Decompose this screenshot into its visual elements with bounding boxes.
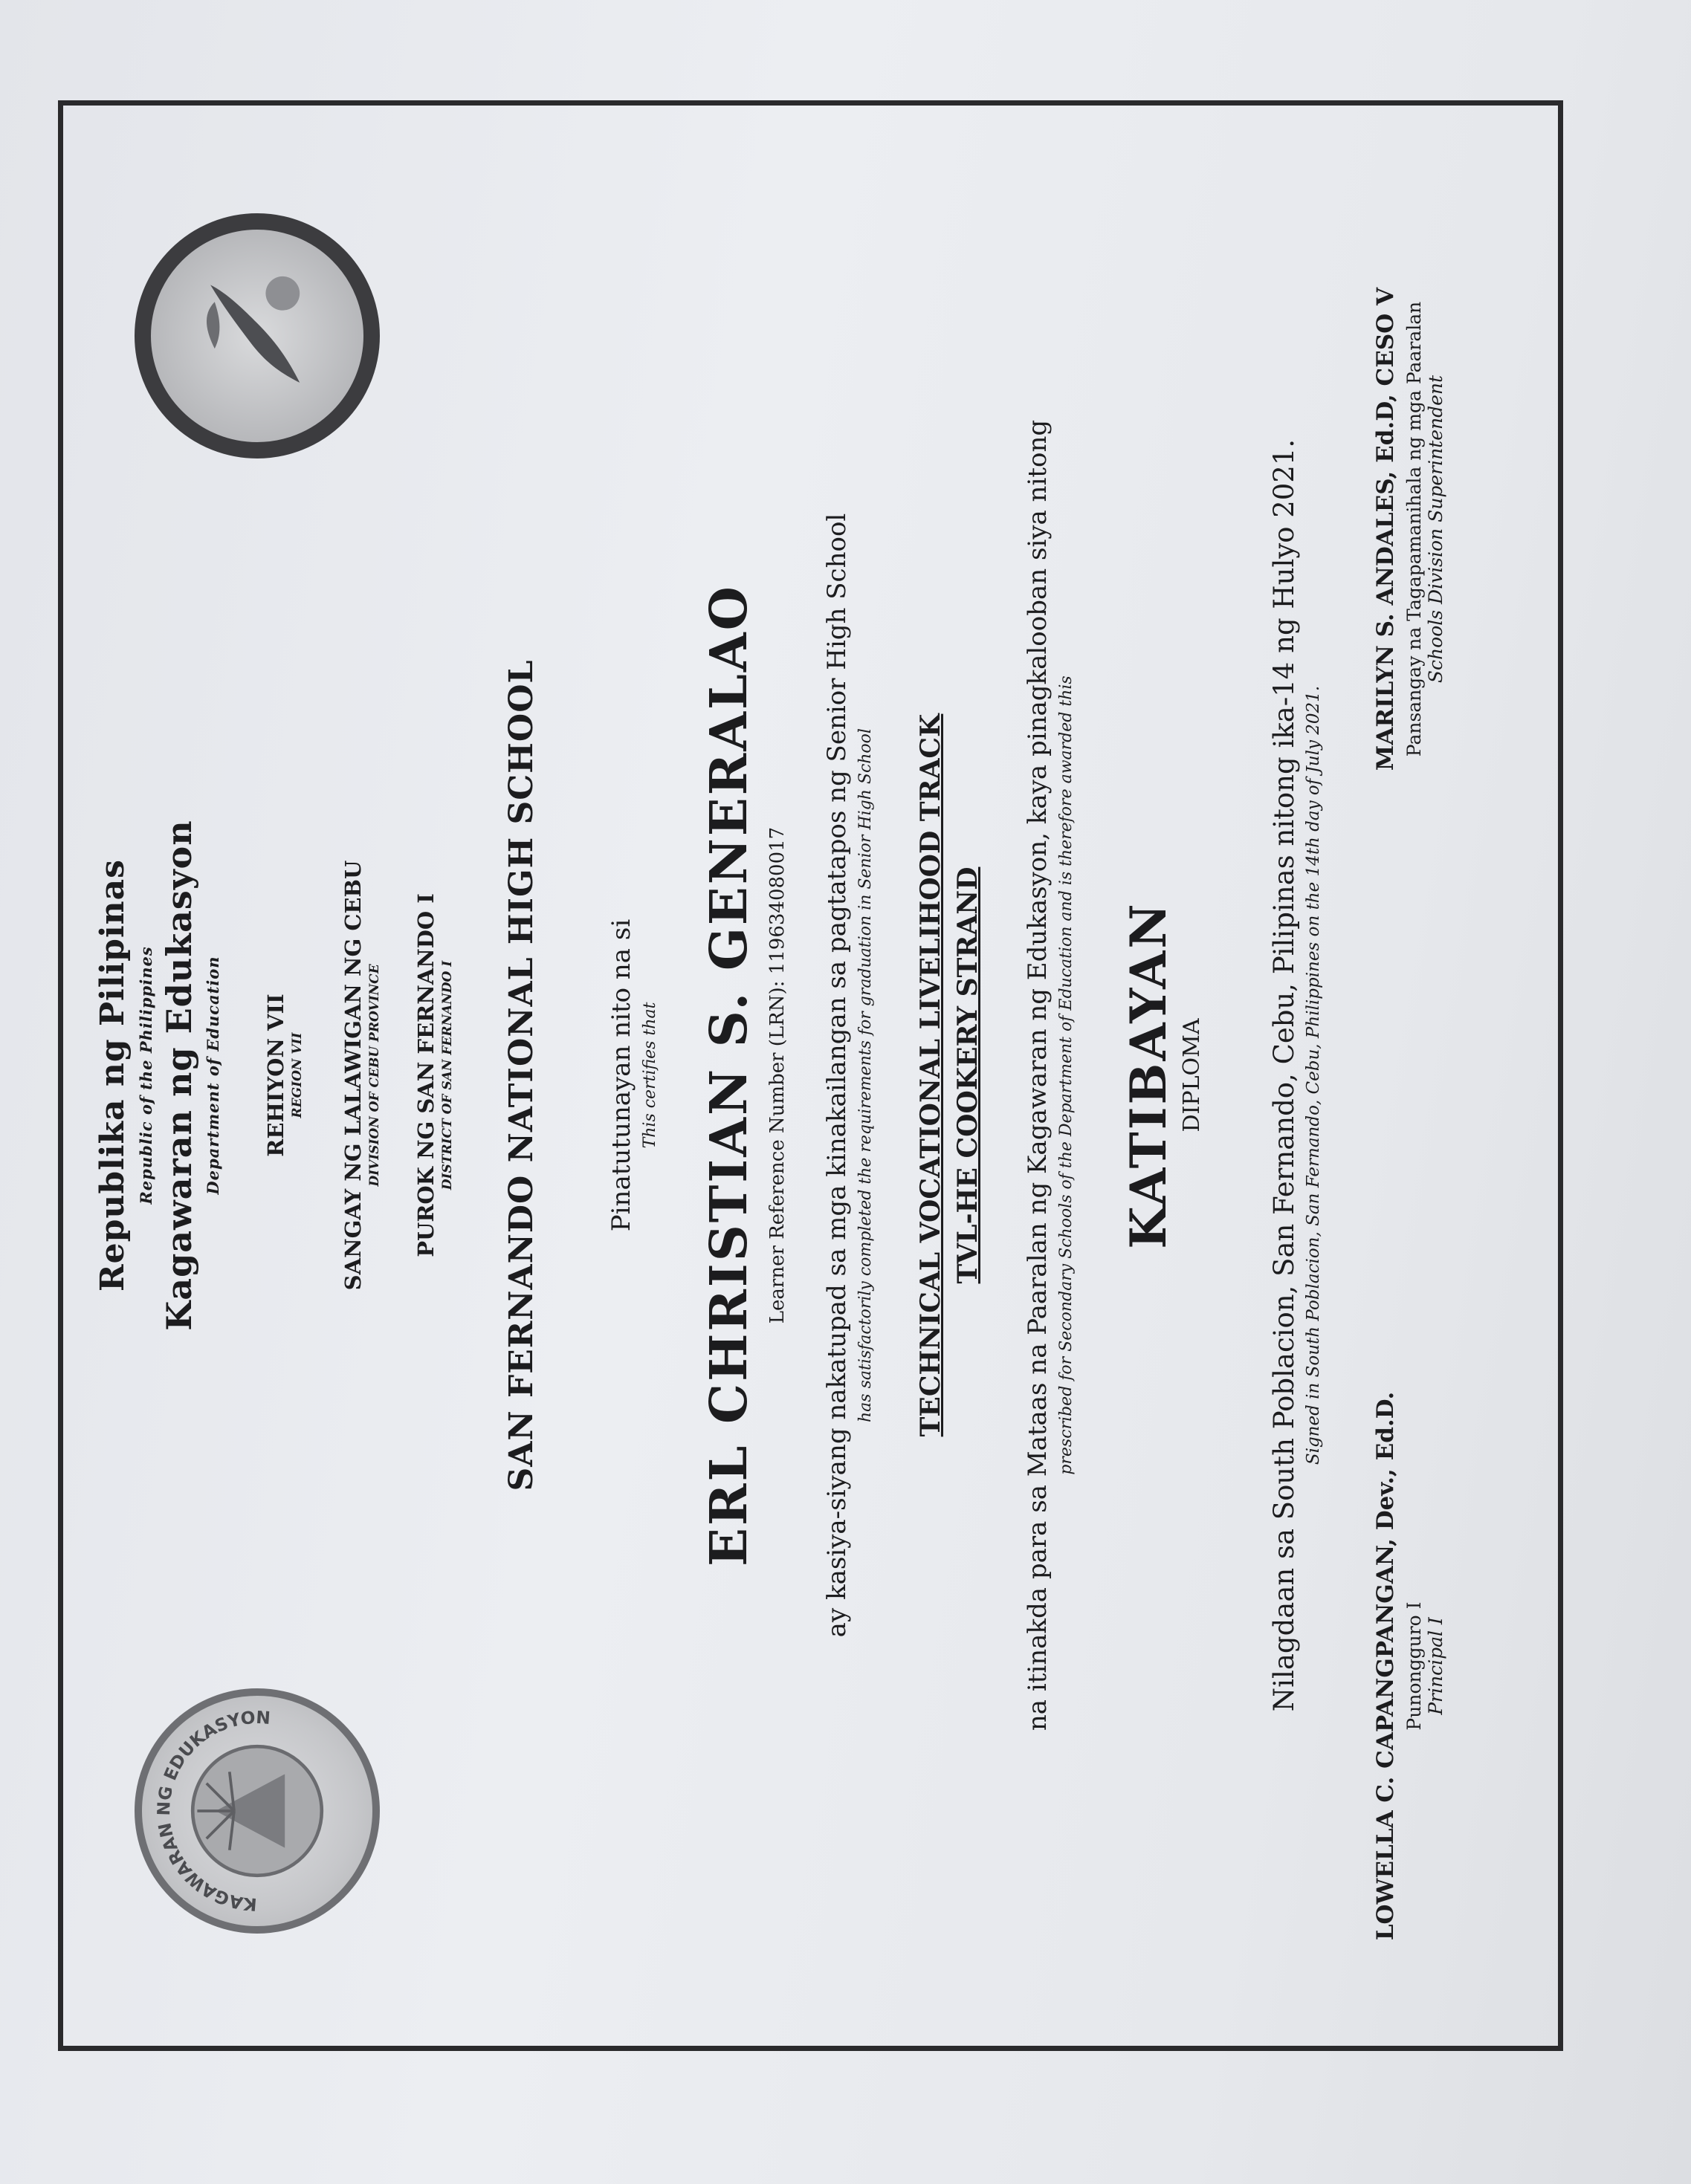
division-tl: SANGAY NG LALAWIGAN NG CEBU <box>340 860 366 1291</box>
right-signatory-title-en: Schools Division Superintendent <box>1425 375 1446 684</box>
right-signatory-title-tl: Pansangay na Tagapamanihala ng mga Paaralan <box>1403 301 1425 757</box>
division-en: DIVISION OF CEBU PROVINCE <box>367 964 382 1187</box>
certifies-tl: Pinatutunayan nito na si <box>607 918 636 1232</box>
district-en: DISTRICT OF SAN FERNANDO I <box>440 960 455 1190</box>
right-signatory <box>1372 187 1446 871</box>
student-lrn: Learner Reference Number (LRN): 119634080017 <box>766 826 789 1324</box>
district-tl: PUROK NG SAN FERNANDO I <box>413 893 439 1257</box>
certifies-en: This certifies that <box>641 1002 659 1149</box>
school-name: SAN FERNANDO NATIONAL HIGH SCHOOL <box>502 659 540 1491</box>
seal-ring-text: KAGAWARAN NG EDUKASYON <box>153 1707 271 1915</box>
award-title: KATIBAYAN <box>1119 901 1177 1249</box>
student-name: ERL CHRISTIAN S. GENERALAO <box>699 584 759 1566</box>
strand: TVL-HE COOKERY STRAND <box>952 866 983 1284</box>
region-en: REGION VII <box>290 1032 305 1118</box>
republic-tl: Republika ng Pilipinas <box>94 859 132 1292</box>
department-en: Department of Education <box>204 956 222 1195</box>
track: TECHNICAL VOCATIONAL LIVELIHOOD TRACK <box>915 713 946 1437</box>
completion-en: has satisfactorily completed the requirements for graduation in Senior High School <box>856 728 875 1422</box>
department-tl: Kagawaran ng Edukasyon <box>159 820 199 1331</box>
signed-tl: Nilagdaan sa South Poblacion, San Fernando, Cebu, Pilipinas nitong ika-14 ng Hulyo 2021. <box>1268 438 1300 1712</box>
left-signatory-title-en: Principal I <box>1425 1617 1446 1715</box>
completion-tl: ay kasiya-siyang nakatupad sa mga kinakailangan sa pagtatapos ng Senior High School <box>822 513 852 1638</box>
republic-en: Republic of the Philippines <box>137 946 155 1205</box>
award-subtitle: DIPLOMA <box>1179 1018 1205 1132</box>
prescribed-en: prescribed for Secondary Schools of the Department of Education and is therefore awarded this <box>1057 675 1076 1475</box>
left-signatory <box>1372 1332 1446 2000</box>
diploma-content <box>64 106 1558 2045</box>
left-signatory-name: LOWELLA C. CAPANGPANGAN, Dev., Ed.D. <box>1372 1391 1399 1941</box>
left-signatory-title-tl: Punongguro I <box>1403 1601 1425 1731</box>
prescribed-tl: na itinakda para sa Mataas na Paaralan ng Kagawaran ng Edukasyon, kaya pinagkaloob​an siya nitong <box>1023 419 1053 1731</box>
right-signatory-name: MARILYN S. ANDALES, Ed.D, CESO V <box>1372 287 1399 771</box>
region-tl: REHIYON VII <box>263 994 288 1157</box>
signed-en: Signed in South Poblacion, San Fernando, Cebu, Philippines on the 14th day of July 2021. <box>1304 685 1323 1465</box>
